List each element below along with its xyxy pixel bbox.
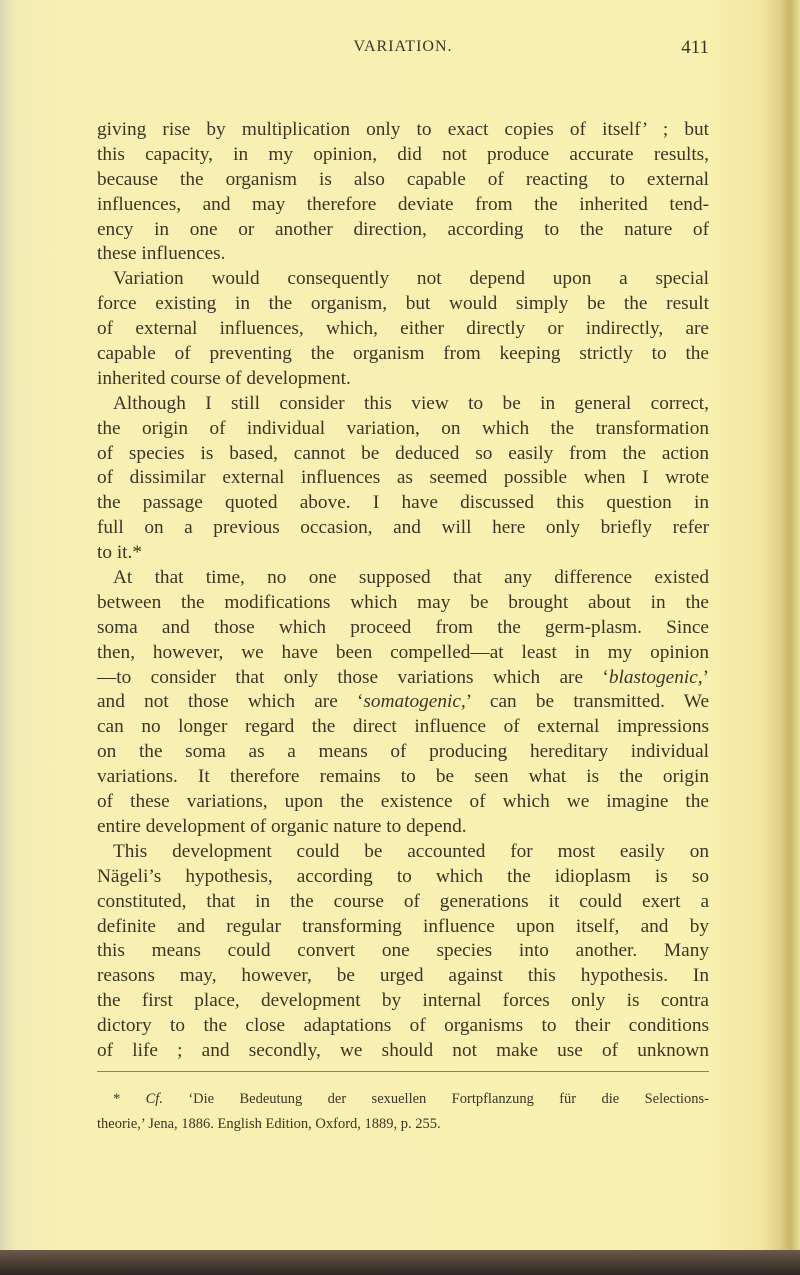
body-text bbox=[97, 118, 709, 1064]
paragraph bbox=[97, 840, 709, 1064]
text-line: soma and those which proceed from the germ-plasm. Since bbox=[97, 616, 709, 638]
footnote-cf: Cf. bbox=[145, 1091, 163, 1107]
footnote-marker: * bbox=[113, 1091, 146, 1107]
text-line: capable of preventing the organism from keeping strictly to the bbox=[97, 343, 709, 365]
footnote-divider bbox=[97, 1071, 709, 1072]
text-line: of life ; and secondly, we should not make use of unknown bbox=[97, 1039, 709, 1061]
text-line: these influences. bbox=[97, 243, 226, 265]
paragraph bbox=[97, 118, 709, 267]
text-line: influences, and may therefore deviate from the inherited tend- bbox=[97, 193, 709, 215]
text-line: then, however, we have been compelled—at least in my opinion bbox=[97, 641, 709, 663]
text-line: of these variations, upon the existence of which we imagine the bbox=[97, 791, 709, 813]
text-line: on the soma as a means of producing hereditary individual bbox=[97, 741, 709, 763]
text-line: This development could be accounted for most easily on bbox=[113, 840, 709, 862]
text-line: can no longer regard the direct influence of external impressions bbox=[97, 716, 709, 738]
text-line: the passage quoted above. I have discussed this question in bbox=[97, 492, 709, 514]
text-line: the origin of individual variation, on which the transformation bbox=[97, 417, 709, 439]
text-line: ency in one or another direction, according to the nature of bbox=[97, 218, 709, 240]
text-line: between the modifications which may be brought about in the bbox=[97, 591, 709, 613]
text-line bbox=[97, 666, 709, 691]
text-segment: —to consider that only those variations which are ‘ bbox=[97, 666, 609, 688]
text-line: the first place, development by internal forces only is contra bbox=[97, 990, 709, 1012]
text-line: reasons may, however, be urged against this hypothesis. In bbox=[97, 965, 709, 987]
text-line: of species is based, cannot be deduced so easily from the action bbox=[97, 442, 709, 464]
footnote-line: theorie,’ Jena, 1886. English Edition, Oxford, 1889, p. 255. bbox=[97, 1115, 441, 1132]
text-line: Although I still consider this view to be in general correct, bbox=[113, 392, 709, 414]
text-line: variations. It therefore remains to be seen what is the origin bbox=[97, 766, 709, 788]
text-line: this means could convert one species into another. Many bbox=[97, 940, 709, 962]
text-line: to it.* bbox=[97, 542, 142, 564]
paragraph bbox=[97, 267, 709, 391]
text-line: constituted, that in the course of generations it could exert a bbox=[97, 890, 709, 912]
footnote bbox=[97, 1090, 709, 1140]
text-line: because the organism is also capable of reacting to external bbox=[97, 168, 709, 190]
text-line: of external influences, which, either directly or indirectly, are bbox=[97, 318, 709, 340]
text-line: of dissimilar external influences as seemed possible when I wrote bbox=[97, 467, 709, 489]
book-edge bbox=[0, 1250, 800, 1275]
text-line: inherited course of development. bbox=[97, 367, 351, 389]
text-line: definite and regular transforming influence upon itself, and by bbox=[97, 915, 709, 937]
text-line: entire development of organic nature to depend. bbox=[97, 815, 467, 837]
italic-term: blastogenic, bbox=[608, 666, 703, 688]
paragraph bbox=[97, 566, 709, 840]
text-line: this capacity, in my opinion, did not produce accurate results, bbox=[97, 143, 709, 165]
footnote-text: ‘Die Bedeutung der sexuellen Fortpflanzung für die Selections- bbox=[162, 1091, 709, 1107]
text-line: dictory to the close adaptations of organisms to their conditions bbox=[97, 1015, 709, 1037]
page-number: 411 bbox=[681, 37, 709, 58]
text-line: Nägeli’s hypothesis, according to which the idioplasm is so bbox=[97, 865, 709, 887]
text-line: At that time, no one supposed that any difference existed bbox=[113, 567, 709, 589]
text-line: full on a previous occasion, and will here only briefly refer bbox=[97, 517, 709, 539]
text-segment: and not those which are ‘ bbox=[97, 691, 364, 713]
running-title: VARIATION. bbox=[353, 38, 453, 55]
footnote-line bbox=[97, 1090, 709, 1115]
italic-term: somatogenic, bbox=[363, 691, 466, 713]
text-line: force existing in the organism, but would simply be the result bbox=[97, 293, 709, 315]
page-header bbox=[97, 34, 709, 58]
text-line bbox=[97, 690, 709, 715]
text-segment: ’ bbox=[702, 666, 709, 688]
text-segment: ’ can be transmitted. We bbox=[465, 691, 710, 713]
paragraph bbox=[97, 392, 709, 566]
text-line: Variation would consequently not depend upon a special bbox=[113, 268, 709, 290]
text-line: giving rise by multiplication only to exact copies of itself’ ; but bbox=[97, 119, 709, 140]
